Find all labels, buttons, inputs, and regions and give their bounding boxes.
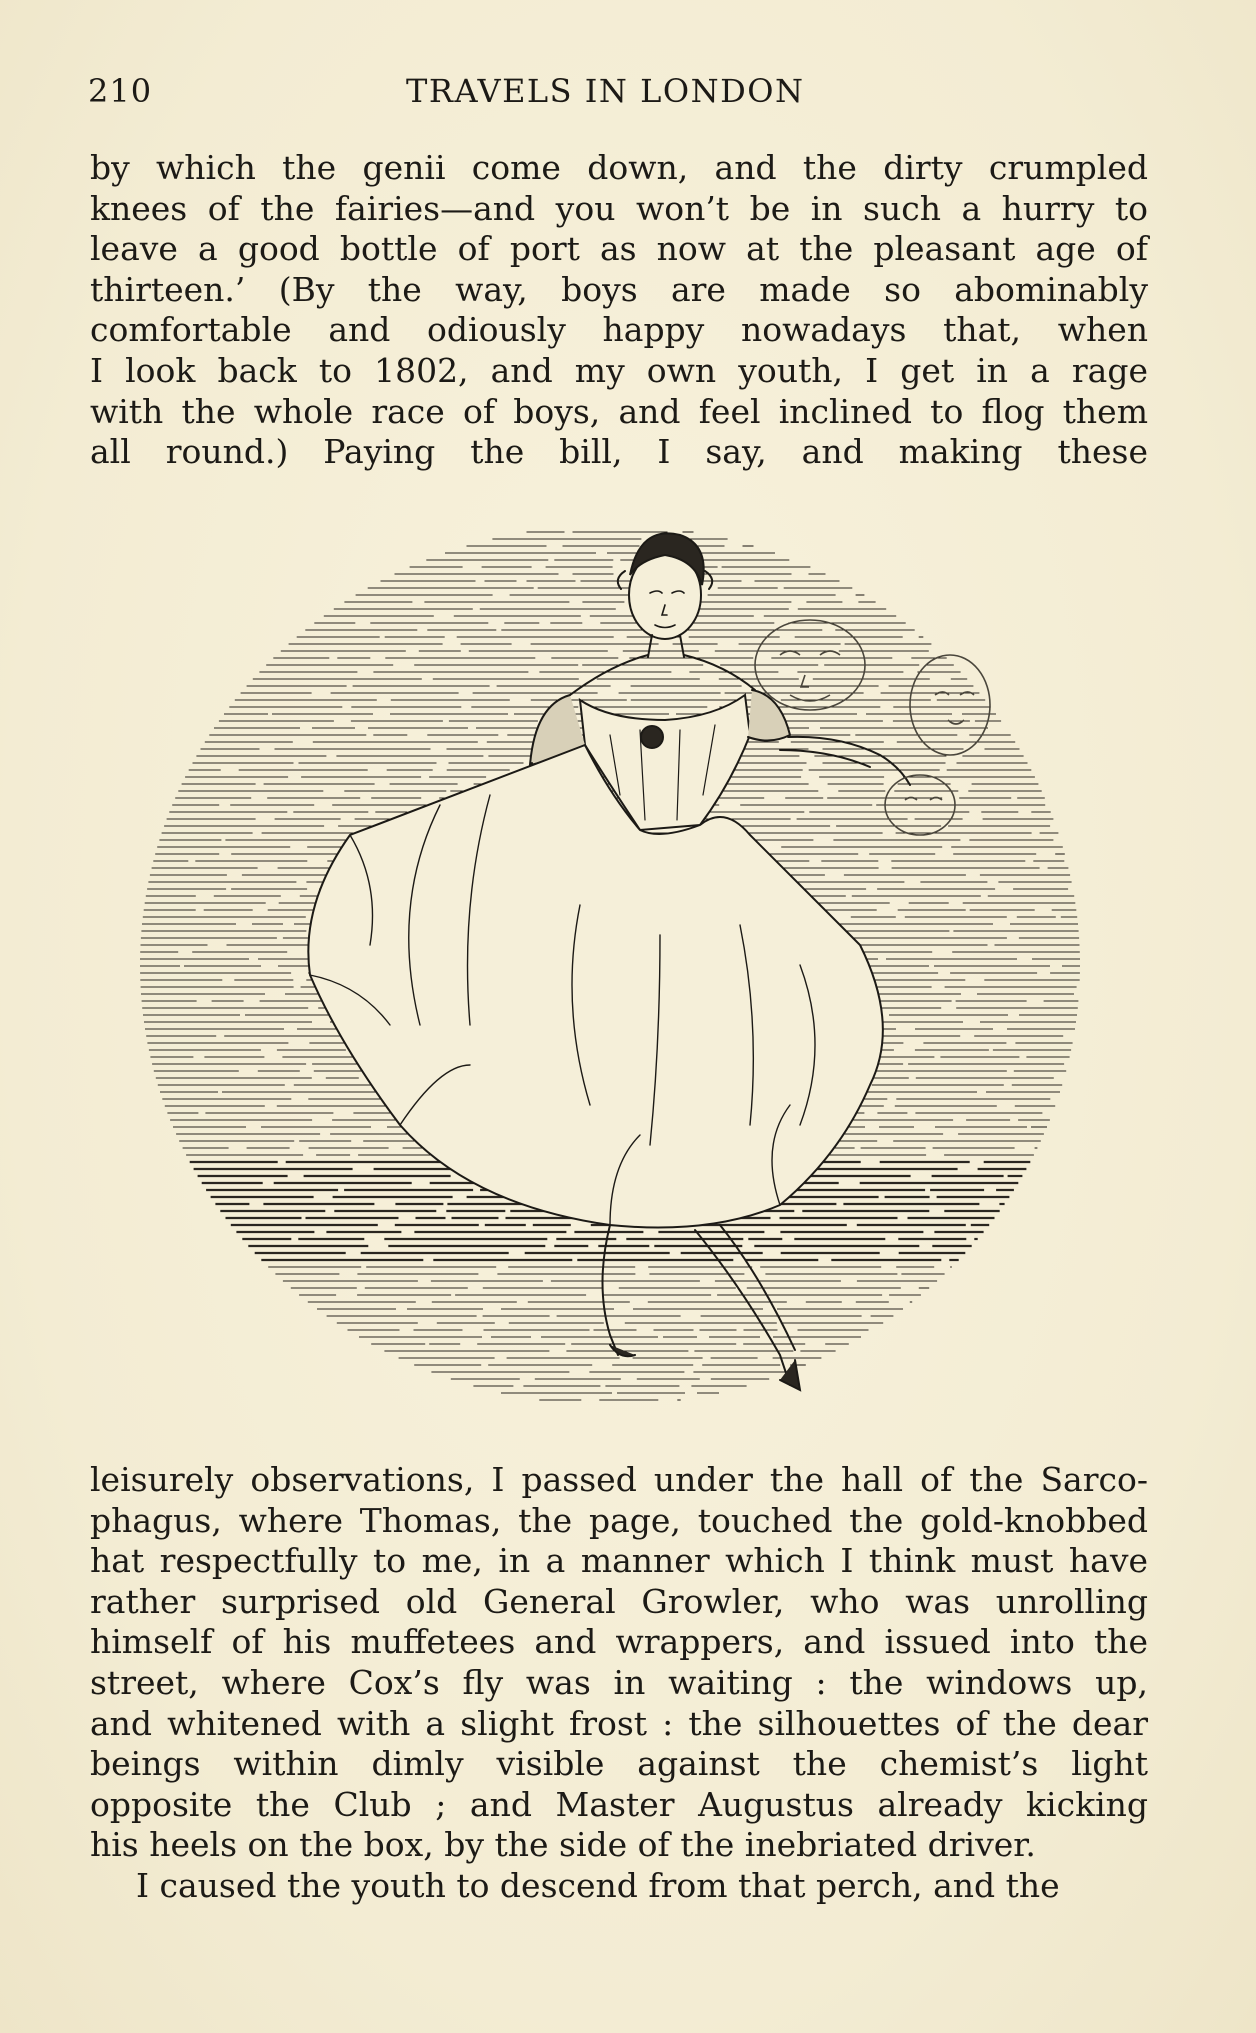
text-line: opposite the Club ; and Master Augustus already kicking bbox=[90, 1784, 1148, 1824]
running-head bbox=[88, 72, 1148, 116]
text-line: knees of the fairies—and you won’t be in such a hurry to bbox=[90, 188, 1148, 228]
dancer-figure bbox=[308, 533, 910, 1390]
text-line: street, where Cox’s fly was in waiting : the windows up, bbox=[90, 1662, 1148, 1702]
text-line: with the whole race of boys, and feel inclined to flog them bbox=[90, 391, 1148, 431]
text-line: and whitened with a slight frost : the silhouettes of the dear bbox=[90, 1703, 1148, 1743]
engraving-drawing bbox=[140, 505, 1100, 1445]
text-line: comfortable and odiously happy nowadays that, when bbox=[90, 310, 1148, 350]
text-line: I look back to 1802, and my own youth, I get in a rage bbox=[90, 350, 1148, 390]
text-line: I caused the youth to descend from that perch, and the bbox=[136, 1865, 1060, 1905]
body-text-top bbox=[90, 148, 1148, 473]
text-line: thirteen.’ (By the way, boys are made so abominably bbox=[90, 269, 1148, 309]
text-line: rather surprised old General Growler, who was unrolling bbox=[90, 1581, 1148, 1621]
text-line: hat respectfully to me, in a manner which I think must have bbox=[90, 1541, 1148, 1581]
illustration-ballet-dancer bbox=[140, 505, 1100, 1445]
running-title: TRAVELS IN LONDON bbox=[406, 72, 805, 110]
text-line: phagus, where Thomas, the page, touched the gold-knobbed bbox=[90, 1500, 1148, 1540]
text-line: himself of his muffetees and wrappers, and issued into the bbox=[90, 1622, 1148, 1662]
text-line: leisurely observations, I passed under the hall of the Sarco- bbox=[90, 1460, 1148, 1499]
page-number: 210 bbox=[88, 72, 153, 110]
text-line: all round.) Paying the bill, I say, and making these bbox=[90, 432, 1148, 472]
text-line: by which the genii come down, and the dirty crumpled bbox=[90, 148, 1148, 187]
text-line: leave a good bottle of port as now at the pleasant age of bbox=[90, 229, 1148, 269]
body-text-bottom bbox=[90, 1460, 1148, 1907]
text-line: beings within dimly visible against the chemist’s light bbox=[90, 1744, 1148, 1784]
text-line: his heels on the box, by the side of the inebriated driver. bbox=[90, 1825, 1036, 1865]
